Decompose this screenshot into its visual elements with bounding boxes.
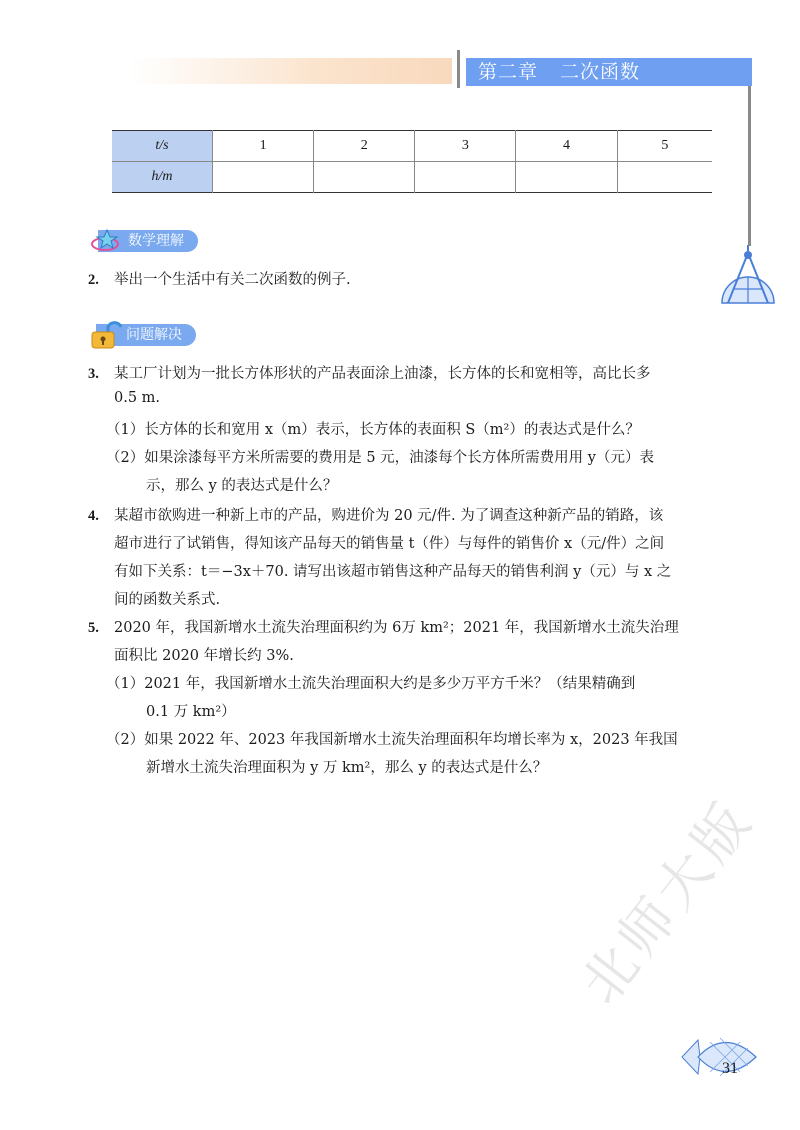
problem-3-line-1	[88, 362, 651, 383]
problem-3-question-1: （1）长方体的长和宽用 x（m）表示，长方体的表面积 S（m²）的表达式是什么？	[106, 422, 640, 438]
time-height-table	[112, 130, 712, 193]
problem-text: 2020 年，我国新增水土流失治理面积约为 6万 km²；2021 年，我国新增水土流失治理	[114, 620, 679, 636]
padlock-icon	[90, 320, 122, 350]
problem-3-question-2-line-2: 示，那么 y 的表达式是什么？	[146, 478, 338, 494]
compass-icon	[718, 245, 778, 307]
problem-number: 5.	[88, 620, 99, 636]
fish-net-icon	[680, 1030, 760, 1085]
problem-5-line-1	[88, 616, 679, 637]
table-cell: 1	[213, 131, 314, 162]
problem-5-question-2-line-1: （2）如果 2022 年、2023 年我国新增水土流失治理面积年均增长率为 x，2023 年我国	[106, 732, 678, 748]
problem-4-line-3: 有如下关系：t＝−3x＋70. 请写出该超市销售这种产品每天的销售利润 y（元）与 x 之	[114, 564, 672, 580]
chapter-number: 第二章	[478, 61, 539, 83]
table-header-cell: h/m	[112, 162, 213, 193]
table-cell	[516, 162, 617, 193]
publisher-watermark: 北师大版	[568, 787, 767, 1016]
table-cell: 2	[314, 131, 415, 162]
section-title: 问题解决	[96, 324, 196, 346]
problem-2	[88, 268, 351, 289]
table-row	[112, 131, 712, 162]
chapter-banner	[466, 58, 752, 86]
problem-3-line-2: 0.5 m.	[114, 390, 161, 406]
problem-5-question-1-line-1: （1）2021 年，我国新增水土流失治理面积大约是多少万平方千米？（结果精确到	[106, 676, 636, 692]
problem-number: 3.	[88, 366, 99, 382]
table-cell	[213, 162, 314, 193]
table-row	[112, 162, 712, 193]
table-cell: 4	[516, 131, 617, 162]
problem-number: 4.	[88, 508, 99, 524]
problem-number: 2.	[88, 272, 99, 288]
problem-text: 某超市欲购进一种新上市的产品，购进价为 20 元/件. 为了调查这种新产品的销路，该	[114, 508, 664, 524]
header-gradient-bar	[130, 58, 452, 84]
section-title: 数学理解	[98, 230, 198, 252]
table-cell: 5	[617, 131, 712, 162]
problem-4-line-2: 超市进行了试销售，得知该产品每天的销售量 t（件）与每件的销售价 x（元/件）之间	[114, 536, 665, 552]
table-cell	[314, 162, 415, 193]
side-rule	[748, 86, 751, 246]
table-cell	[415, 162, 516, 193]
problem-5-question-1-line-2: 0.1 万 km²）	[146, 704, 236, 720]
chapter-title: 二次函数	[560, 61, 641, 83]
header-separator	[457, 50, 460, 88]
problem-4-line-4: 间的函数关系式.	[114, 592, 221, 608]
problem-3-question-2-line-1: （2）如果涂漆每平方米所需要的费用是 5 元，油漆每个长方体所需费用用 y（元）表	[106, 450, 654, 466]
star-orbit-icon	[90, 228, 124, 254]
problem-5-line-2: 面积比 2020 年增长约 3%.	[114, 648, 294, 664]
section-badge-understanding	[90, 229, 198, 253]
table-cell	[617, 162, 712, 193]
table-header-cell: t/s	[112, 131, 213, 162]
table-cell: 3	[415, 131, 516, 162]
problem-5-question-2-line-2: 新增水土流失治理面积为 y 万 km²，那么 y 的表达式是什么？	[146, 760, 548, 776]
problem-text: 某工厂计划为一批长方体形状的产品表面涂上油漆，长方体的长和宽相等，高比长多	[114, 366, 651, 382]
section-badge-solving	[90, 323, 196, 347]
problem-text: 举出一个生活中有关二次函数的例子.	[114, 272, 351, 288]
page-number: 31	[722, 1060, 738, 1077]
problem-4-line-1	[88, 504, 663, 525]
